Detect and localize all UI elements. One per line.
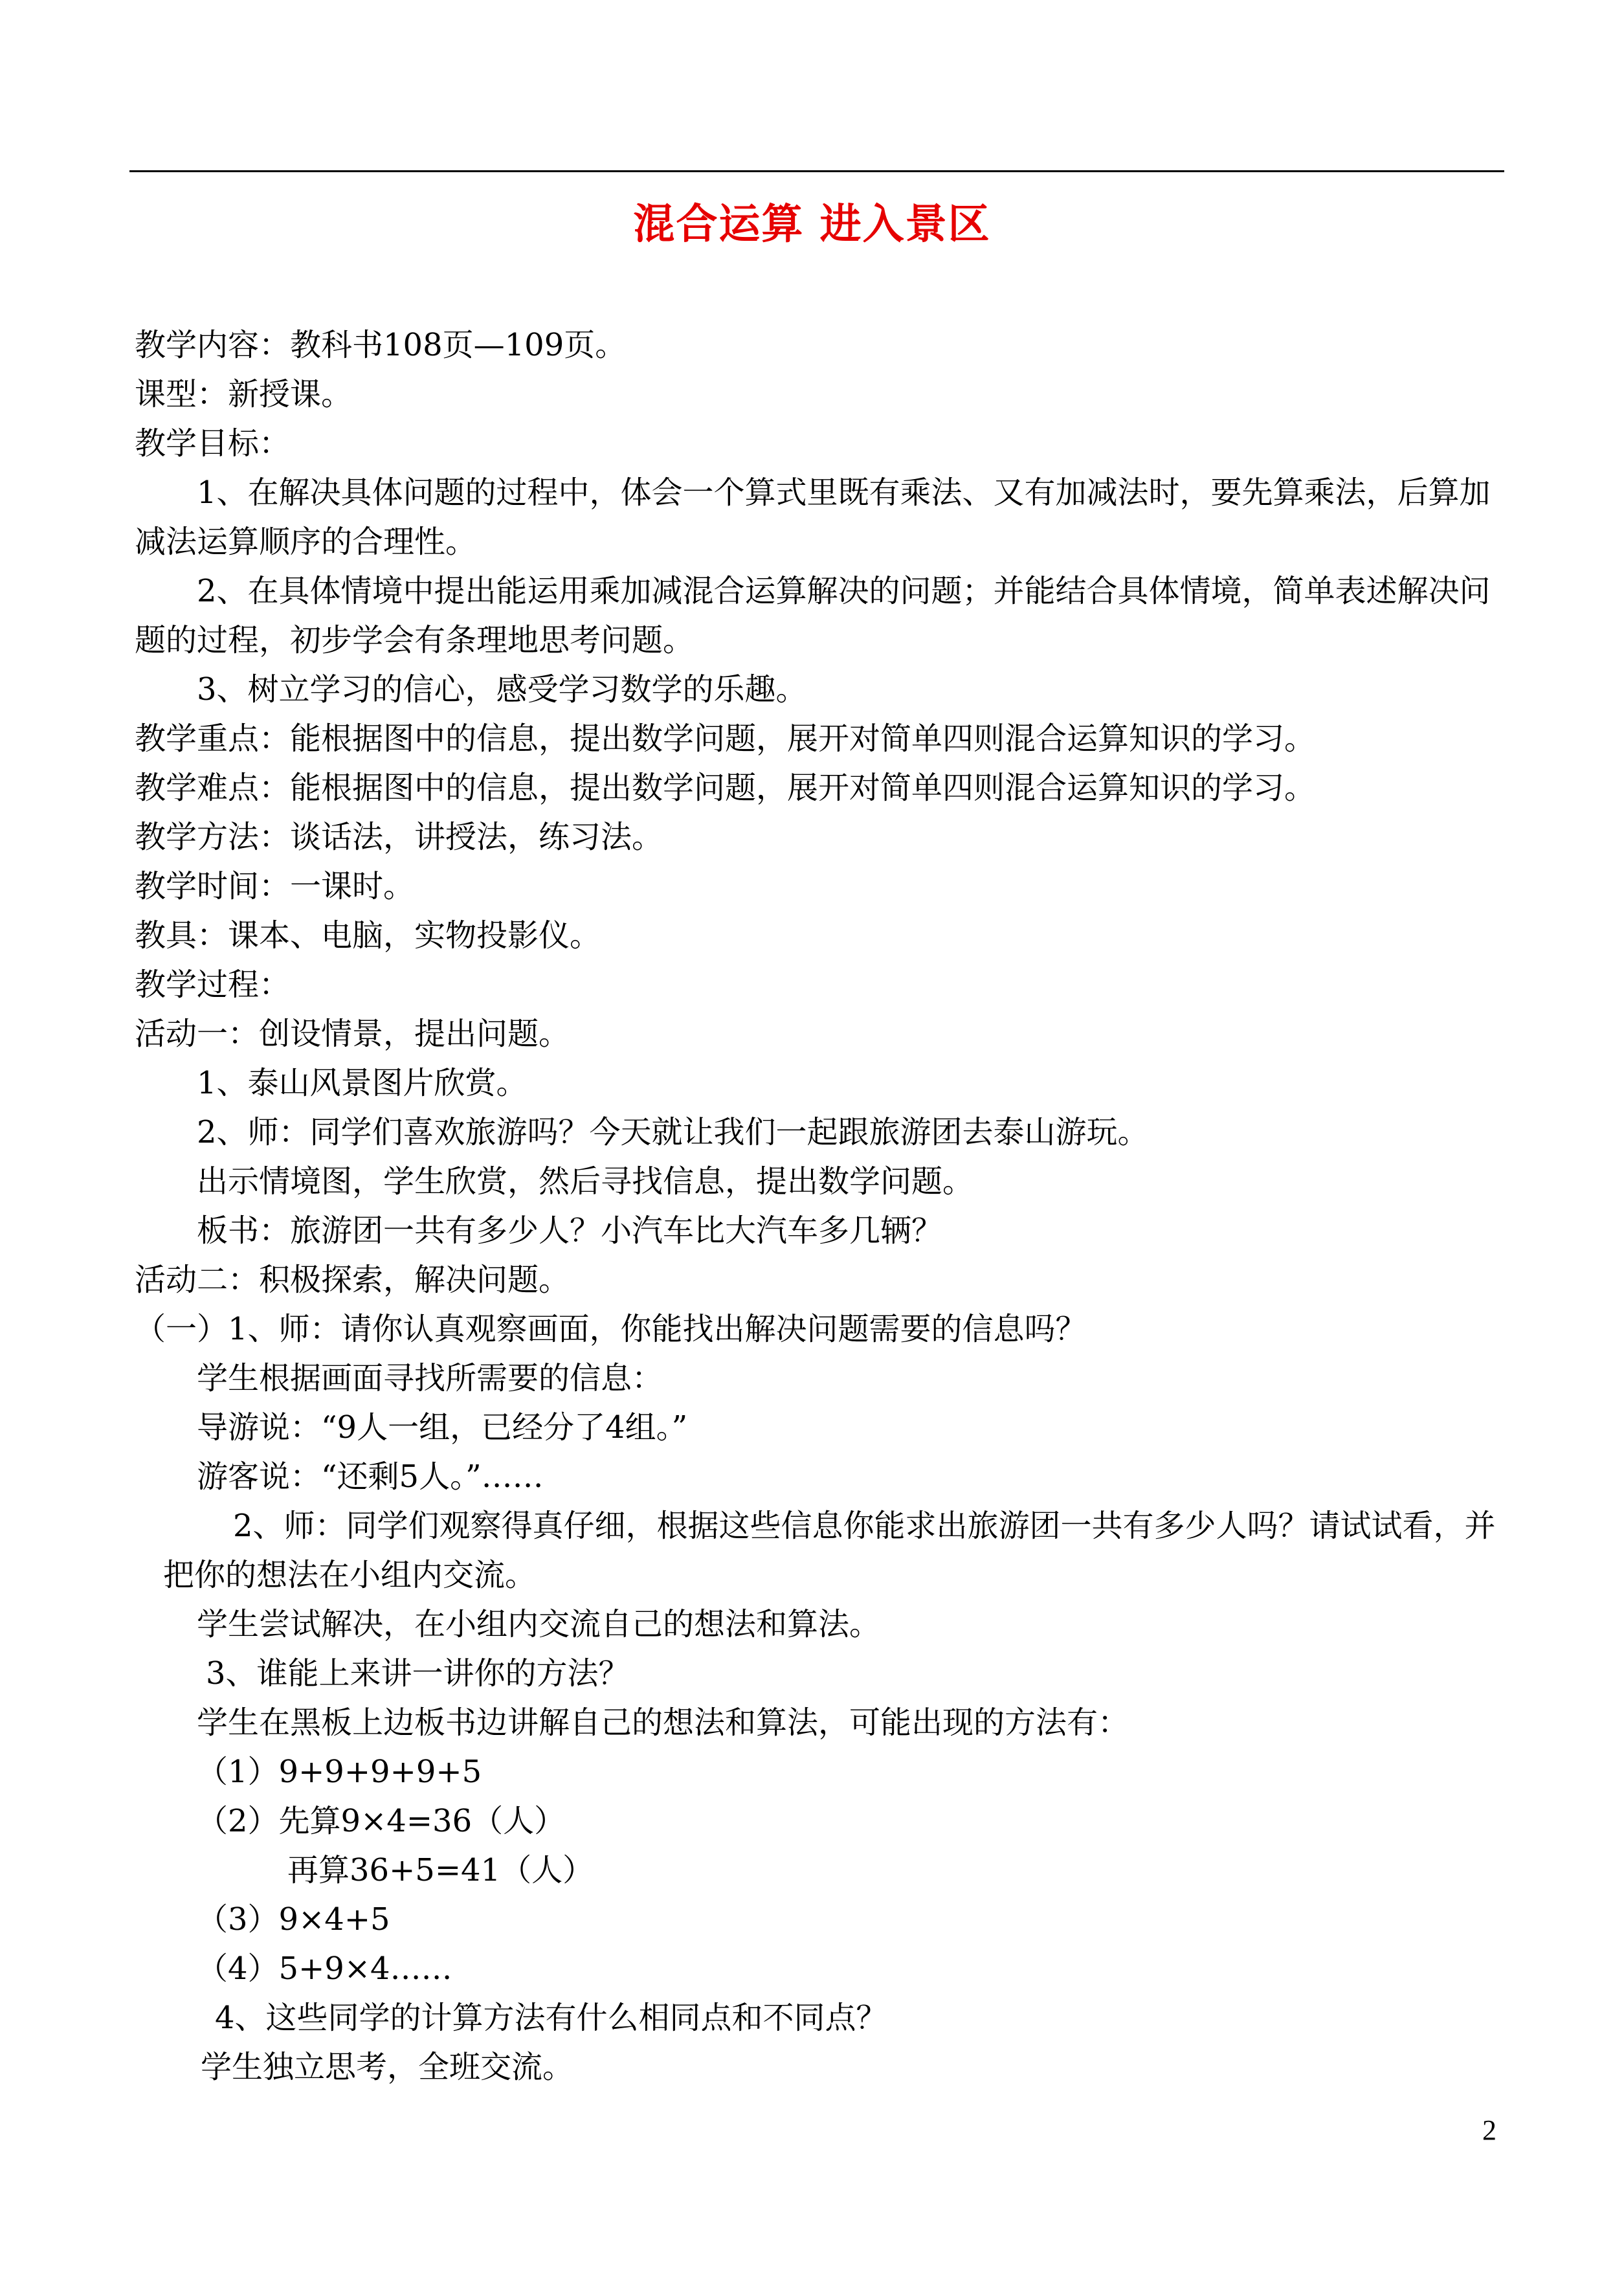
text-line: 学生尝试解决，在小组内交流自己的想法和算法。 [197,1606,881,1642]
text-line: 学生根据画面寻找所需要的信息： [197,1360,663,1396]
text-line: 游客说：“还剩5人。”…… [197,1459,544,1495]
text-line: （3）9×4+5 [197,1901,390,1938]
text-line: 板书：旅游团一共有多少人？小汽车比大汽车多几辆？ [197,1213,943,1249]
text-paragraph: 1、在解决具体问题的过程中，体会一个算式里既有乘法、又有加减法时，要先算乘法，后算加减法运算顺序的合理性。 [135,475,1491,560]
header-rule [129,170,1504,172]
text-line: 学生在黑板上边板书边讲解自己的想法和算法，可能出现的方法有： [197,1705,1129,1741]
document-title: 混合运算 进入景区 [633,200,991,249]
text-line: 3、谁能上来讲一讲你的方法？ [206,1655,630,1692]
text-line: 教学方法：谈话法，讲授法，练习法。 [135,819,663,855]
text-paragraph: 2、在具体情境中提出能运用乘加减混合运算解决的问题；并能结合具体情境，简单表述解决问题的过程，初步学会有条理地思考问题。 [135,573,1491,658]
text-line: 教学内容：教科书108页—109页。 [135,327,627,363]
text-line: 4、这些同学的计算方法有什么相同点和不同点？ [215,2000,887,2036]
page-number: 2 [1482,2114,1496,2146]
text-line: 教学时间：一课时。 [135,868,415,904]
text-line: 教学过程： [135,967,291,1003]
text-paragraph: 2、师：同学们观察得真仔细，根据这些信息你能求出旅游团一共有多少人吗？请试试看，并把你的想法在小组内交流。 [163,1508,1496,1593]
text-line: 出示情境图，学生欣赏，然后寻找信息，提出数学问题。 [197,1163,974,1200]
text-line: 导游说：“9人一组，已经分了4组。” [197,1409,688,1446]
document-body [135,320,1507,2092]
text-line: 再算36+5=41（人） [287,1852,594,1888]
text-line: 活动二：积极探索，解决问题。 [135,1262,570,1298]
text-line: （4）5+9×4…… [197,1951,452,1987]
text-line: 教学目标： [135,425,291,462]
text-line: 3、树立学习的信心，感受学习数学的乐趣。 [197,671,807,708]
text-line: 教学重点：能根据图中的信息，提出数学问题，展开对简单四则混合运算知识的学习。 [135,721,1316,757]
text-line: 活动一：创设情景，提出问题。 [135,1016,570,1052]
text-line: （一）1、师：请你认真观察画面，你能找出解决问题需要的信息吗？ [135,1311,1087,1347]
text-line: （1）9+9+9+9+5 [197,1754,482,1790]
text-line: （2）先算9×4=36（人） [197,1803,566,1839]
text-line: 教具：课本、电脑，实物投影仪。 [135,917,601,954]
text-line: 学生独立思考，全班交流。 [201,2049,574,2085]
text-line: 2、师：同学们喜欢旅游吗？今天就让我们一起跟旅游团去泰山游玩。 [197,1114,1149,1150]
text-line: 教学难点：能根据图中的信息，提出数学问题，展开对简单四则混合运算知识的学习。 [135,770,1316,806]
text-line: 1、泰山风景图片欣赏。 [197,1065,528,1101]
text-line: 课型：新授课。 [135,376,353,412]
